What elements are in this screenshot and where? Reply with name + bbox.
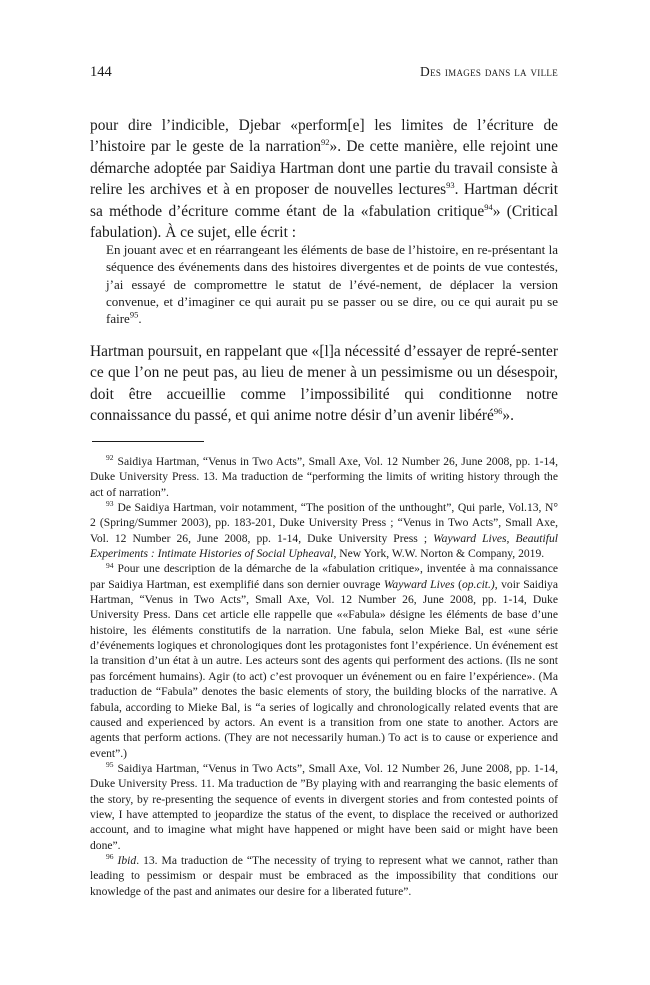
footnote-text: , New York, W.W. Norton & Company, 2019. [333, 547, 545, 561]
note-ref-94[interactable]: 94 [484, 201, 493, 212]
footnote-number: 96 [106, 852, 114, 862]
footnote-number: 93 [106, 499, 114, 509]
footnote-94 [90, 561, 558, 760]
footnote-text: ( [454, 577, 462, 591]
footnote-number: 92 [106, 453, 114, 463]
para2-text: Hartman poursuit, en rappelant que «[l]a nécessité d’essayer de repré-senter ce que l’on ne peut pas, au lieu de mener à un pessimisme ou un désespoir, doit être accueillie comme l’impossibilité qui conditionne notre connaissance du passé, et qui anime notre désir d’un avenir libéré [90, 343, 558, 425]
footnote-book-title: Wayward Lives [383, 577, 455, 591]
note-ref-92[interactable]: 92 [321, 137, 330, 148]
running-title: Des images dans la ville [420, 64, 558, 79]
quote-end: . [138, 311, 142, 327]
page-number: 144 [90, 64, 112, 80]
para1-text-1: pour dire l’indicible, Djebar «perform[e] les limites de l’écriture de l’histoire par le geste de la narration [90, 117, 558, 156]
footnote-95 [90, 761, 558, 853]
body-paragraph-1 [90, 115, 558, 243]
footnotes [90, 454, 558, 899]
footnote-text: , voir Saidiya Hartman, “Venus in Two Acts”, Small Axe, Vol. 12 Number 26, June 2008, pp. 1-14, Duke University Press. Dans cet article elle rappelle que ««Fabula» désigne les éléments de base d’une histoire, les éléments constitutifs de la narration. Une fabula, selon Mieke Bal, est «une série d’événements logiques et chronologiques dont les protagonistes font l’expérience. Un événement est la transition d’un état à un autre. Les acteurs sont des agents qui performent des actions. (Ils ne sont pas forcément humains). Agir (to act) c’est provoquer un événement ou en faire l’expérience». (Ma traduction de “Fabula” denotes the basic elements of story, the building blocks of the narrative. A fabula, according to Mieke Bal, is “a series of logically and chronologically related events that are caused and experienced by actors. An event is a transition from one state to another. Actors are agents that perform actions. (They are not necessarily human.) To act is to cause or experience and event”.) [90, 577, 558, 760]
note-ref-95[interactable]: 95 [129, 309, 139, 320]
footnote-96 [90, 853, 558, 899]
footnote-text: . 13. Ma traduction de “The necessity of trying to represent what we cannot, rather than leading to pessimism or despair must be embraced as the impossibility that conditions our knowledge of the past and animates our desire for a liberated future”. [90, 853, 558, 898]
footnote-93 [90, 500, 558, 561]
footnote-number: 95 [106, 760, 114, 770]
footnote-92 [90, 454, 558, 500]
quote-text: En jouant avec et en réarrangeant les éléments de base de l’histoire, en re-présentant la séquence des événements dans des histoires divergentes et de points de vue contestés, j’ai essayé de compromettre le statut de l’évé-nement, de déplacer la version convenue, et d’imaginer ce qui aurait pu se passer ou se dire, ou ce qui aurait pu se faire [106, 242, 558, 327]
footnote-text: Saidiya Hartman, “Venus in Two Acts”, Small Axe, Vol. 12 Number 26, June 2008, pp. 1-14, Duke University Press. 13. Ma traduction de “performing the limits of writing history through the act of narration”. [90, 455, 558, 499]
block-quote [106, 241, 558, 327]
footnote-book-title: Wayward Lives, Beautiful Experiments : Intimate Histories of Social Upheaval [90, 531, 558, 561]
footnote-op-cit: op.cit.) [461, 577, 495, 591]
para1-text-3: . Hartman décrit sa méthode d’écriture comme étant de la «fabulation critique [90, 181, 558, 220]
para2-end: ». [502, 407, 514, 425]
page-header [90, 64, 558, 81]
footnote-text: De Saidiya Hartman, voir notamment, “The position of the unthought”, Qui parle, Vol.13, N° 2 (Spring/Summer 2003), pp. 183-201, Duke University Press ; “Venus in Two Acts”, Small Axe, Vol. 12 Number 26, June 2008, pp. 1-14, Duke University Press ; [90, 501, 558, 545]
footnote-number: 94 [106, 560, 114, 570]
para1-text-2: ». De cette manière, elle rejoint une démarche adoptée par Saidiya Hartman dont une partie du travail consiste à relire les archives et à en proposer de nouvelles lectures [90, 138, 559, 199]
book-page [90, 0, 558, 985]
para1-text-4: » (Critical fabulation). À ce sujet, elle écrit : [90, 202, 558, 242]
footnote-text: Saidiya Hartman, “Venus in Two Acts”, Small Axe, Vol. 12 Number 26, June 2008, pp. 1-14, Duke University Press. 11. Ma traduction de ”By playing with and rearranging the basic elements of the story, by re-presenting the sequence of events in divergent stories and from contested points of view, I have attempted to jeopardize the status of the event, to displace the received or authorized account, and to imagine what might have happened or might have been said or might have been done”. [90, 761, 558, 852]
body-paragraph-2 [90, 341, 558, 427]
footnote-separator [92, 441, 204, 442]
footnote-text: Pour une description de la démarche de la «fabulation critique», inventée à ma connaissance par Saidiya Hartman, est exemplifié dans son dernier ouvrage [90, 562, 558, 591]
note-ref-96[interactable]: 96 [493, 406, 503, 417]
footnote-ibid: Ibid [117, 853, 137, 867]
note-ref-93[interactable]: 93 [446, 180, 455, 191]
